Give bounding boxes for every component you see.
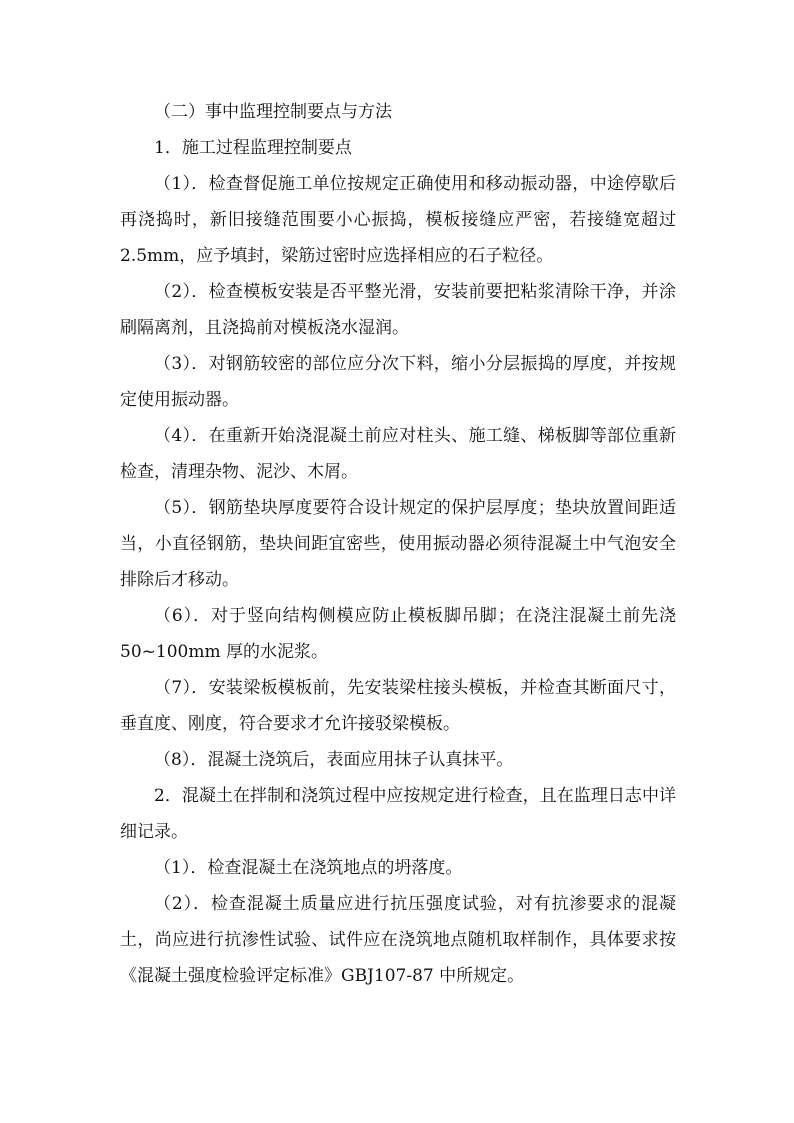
paragraph-item-2-2: （2）．检查混凝土质量应进行抗压强度试验，对有抗渗要求的混凝土，尚应进行抗渗性试验、试件应在浇筑地点随机取样制作，具体要求按《混凝土强度检验评定标准》GBJ107-87 中所规定。 (120, 894, 676, 986)
paragraph-item-1-1: （1）．检查督促施工单位按规定正确使用和移动振动器，中途停歇后再浇捣时，新旧接缝范围要小心振捣，模板接缝应严密，若接缝宽超过 2.5mm，应予填封，梁筋过密时应选择相应的石子粒径。 (120, 174, 676, 266)
paragraph-item-1-8: （8）．混凝土浇筑后，表面应用抹子认真抹平。 (154, 750, 514, 770)
paragraph-item-2-1: （1）．检查混凝土在浇筑地点的坍落度。 (154, 858, 463, 878)
paragraph-item-1-5: （5）．钢筋垫块厚度要符合设计规定的保护层厚度；垫块放置间距适当，小直径钢筋，垫块间距宜密些，使用振动器必须待混凝土中气泡安全排除后才移动。 (120, 498, 676, 590)
paragraph-item-1-6: （6）．对于竖向结构侧模应防止模板脚吊脚；在浇注混凝土前先浇 50~100mm 厚的水泥浆。 (120, 606, 676, 662)
paragraph-item-1-3: （3）．对钢筋较密的部位应分次下料，缩小分层振捣的厚度，并按规定使用振动器。 (120, 354, 676, 410)
paragraph-item-1-7: （7）．安装梁板模板前，先安装梁柱接头模板，并检查其断面尺寸，垂直度、刚度，符合要求才允许接驳梁模板。 (120, 678, 676, 734)
paragraph-item-1-2: （2）．检查模板安装是否平整光滑，安装前要把粘浆清除干净，并涂刷隔离剂，且浇捣前对模板浇水湿润。 (120, 282, 676, 338)
document-body (120, 94, 676, 994)
subsection-1-title: 1．施工过程监理控制要点 (154, 138, 352, 158)
paragraph-item-1-4: （4）．在重新开始浇混凝土前应对柱头、施工缝、梯板脚等部位重新检查，清理杂物、泥沙、木屑。 (120, 426, 676, 482)
section-title: （二）事中监理控制要点与方法 (154, 102, 392, 122)
subsection-2-title: 2．混凝土在拌制和浇筑过程中应按规定进行检查，且在监理日志中详细记录。 (120, 786, 676, 842)
